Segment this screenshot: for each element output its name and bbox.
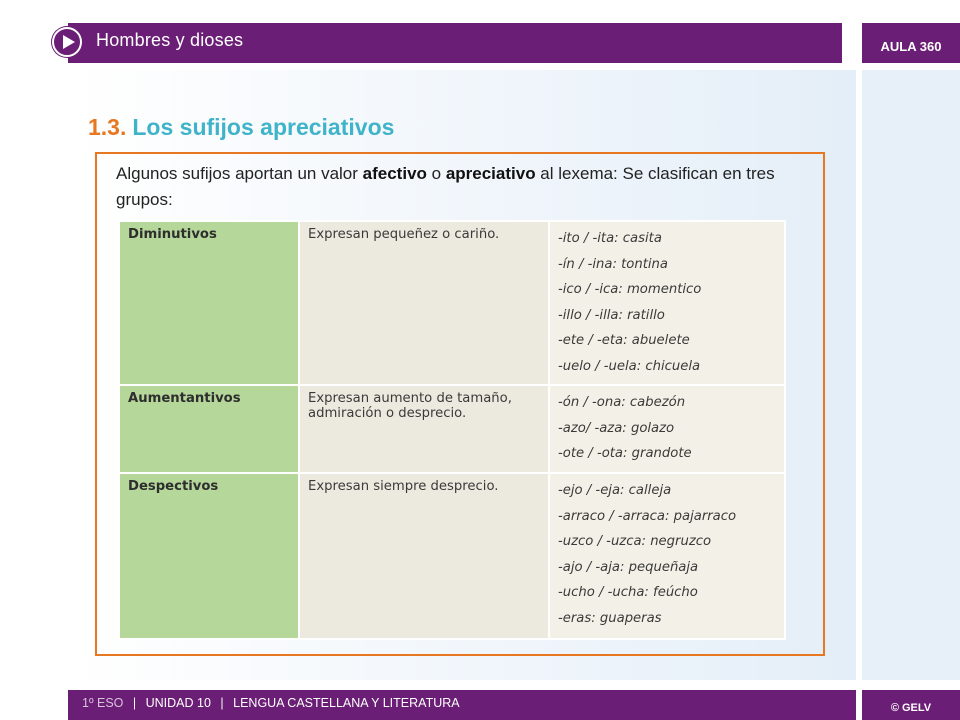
example-item: -ucho / -ucha: feúcho <box>558 585 698 600</box>
brand-label: AULA 360 <box>880 38 942 54</box>
brand-badge <box>862 23 960 63</box>
copyright-label: © GELV <box>890 702 932 714</box>
intro-paragraph <box>116 161 816 213</box>
example-item: -uelo / -uela: chicuela <box>558 358 701 374</box>
play-icon <box>63 35 75 49</box>
footer-subject: LENGUA CASTELLANA Y LITERATURA <box>233 696 460 710</box>
header-bar <box>68 23 842 63</box>
section-title <box>88 114 394 141</box>
example-item: -ejo / -eja: calleja <box>558 483 672 498</box>
example-item: -eras: guaperas <box>558 610 662 626</box>
table-row <box>119 221 785 385</box>
section-number: 1.3. <box>88 114 127 140</box>
suffix-table <box>118 220 786 640</box>
example-item: -ajo / -aja: pequeñaja <box>558 559 699 575</box>
example-item: -arraco / -arraca: pajarraco <box>558 508 737 524</box>
section-heading: Los sufijos apreciativos <box>132 114 395 140</box>
footer-bar <box>68 690 856 720</box>
intro-bold-apreciativo: apreciativo <box>445 164 536 183</box>
example-item: -uzco / -uzca: negruzco <box>558 534 712 549</box>
header-title: Hombres y dioses <box>96 30 244 50</box>
example-item: -ote / -ota: grandote <box>558 446 692 461</box>
example-item: -illo / -illa: ratillo <box>558 307 665 323</box>
description-cell: Expresan aumento de tamaño, admiración o desprecio. <box>299 385 549 473</box>
category-cell: Aumentantivos <box>119 385 299 473</box>
example-item: -ico / -ica: momentico <box>558 282 702 297</box>
table-row <box>119 473 785 639</box>
example-item: -ín / -ina: tontina <box>558 256 668 272</box>
intro-text-1: Algunos sufijos aportan un valor <box>116 164 363 183</box>
examples-cell <box>549 385 785 473</box>
example-item: -azo/ -aza: golazo <box>558 420 675 436</box>
example-item: -ón / -ona: cabezón <box>558 395 686 410</box>
copyright-badge <box>862 690 960 720</box>
examples-cell <box>549 221 785 385</box>
category-cell: Diminutivos <box>119 221 299 385</box>
footer-separator: | <box>220 696 224 710</box>
category-cell: Despectivos <box>119 473 299 639</box>
intro-text-3: al lexema: Se clasifican en tres grupos: <box>116 164 775 209</box>
footer-unit: UNIDAD 10 <box>145 696 211 710</box>
play-button[interactable] <box>52 27 82 57</box>
footer-separator: | <box>132 696 137 710</box>
footer-grade: 1º ESO <box>82 696 124 710</box>
examples-cell <box>549 473 785 639</box>
example-item: -ito / -ita: casita <box>558 231 662 246</box>
intro-text-2: o <box>426 164 446 183</box>
intro-bold-afectivo: afectivo <box>362 164 427 183</box>
example-item: -ete / -eta: abuelete <box>558 333 690 348</box>
side-strip <box>862 70 960 680</box>
table-row <box>119 385 785 473</box>
description-cell: Expresan pequeñez o cariño. <box>299 221 549 385</box>
description-cell: Expresan siempre desprecio. <box>299 473 549 639</box>
